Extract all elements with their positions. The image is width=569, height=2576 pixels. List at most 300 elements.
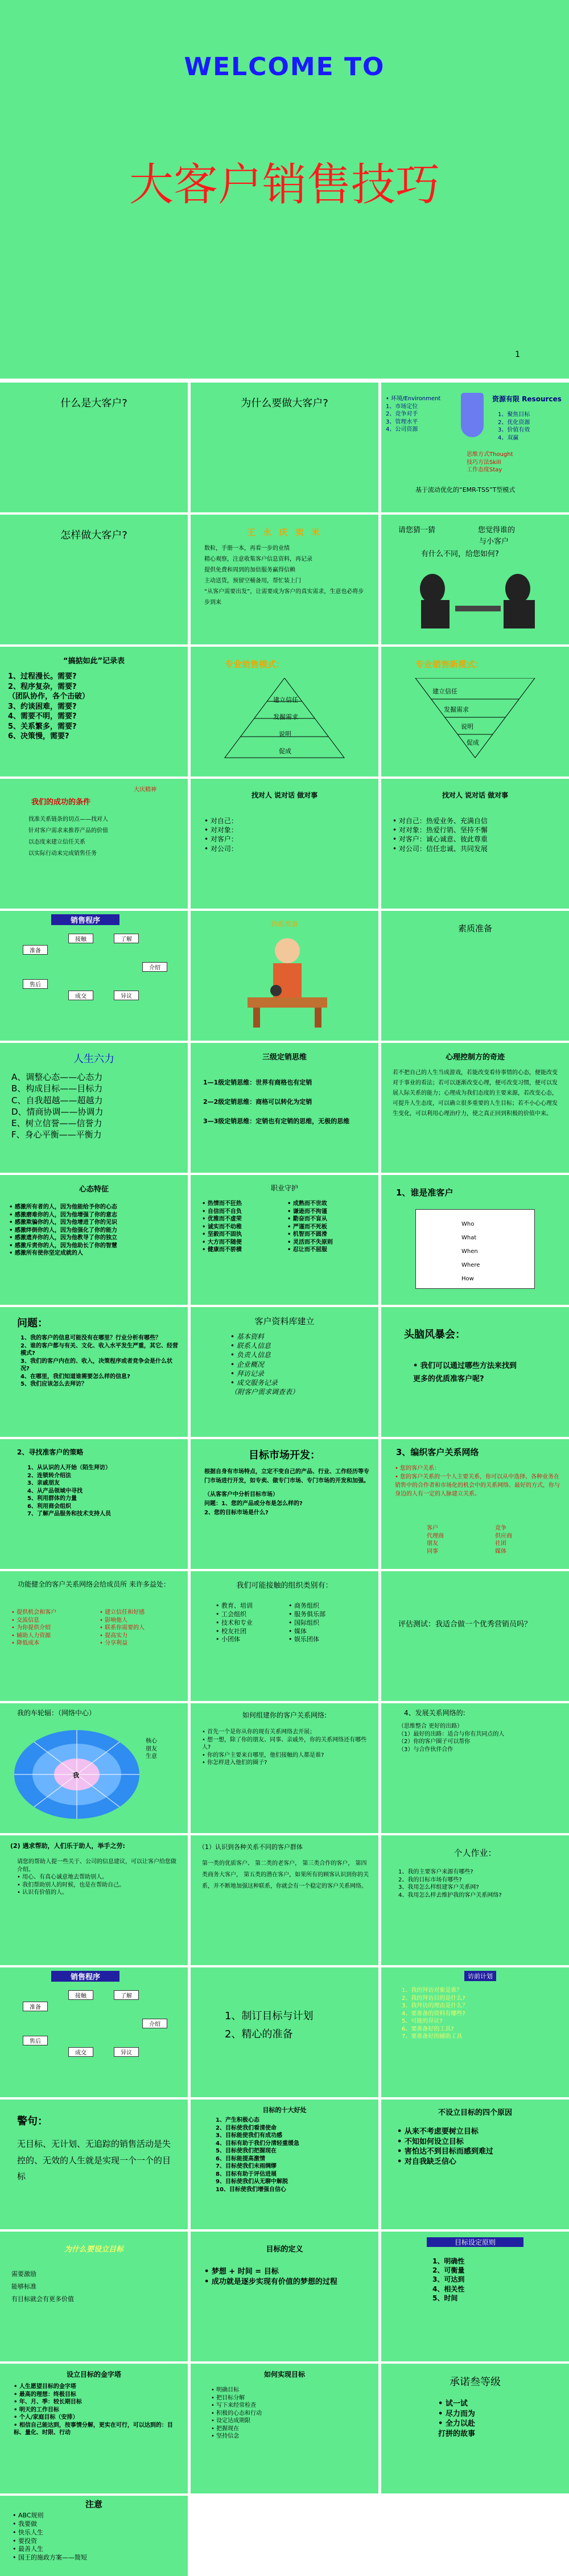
slide-title: 3、编织客户关系网络 (396, 1447, 479, 1457)
list-item: 4、相关性 (432, 2285, 465, 2293)
story-text (204, 543, 369, 608)
goal-benefits-list (216, 2117, 299, 2193)
slide-goal-principles (381, 2232, 569, 2361)
text-line: 针对客户需求来推荐产品的价值 (28, 828, 108, 834)
slide-homework (381, 1835, 569, 1965)
list-item: 客户 (427, 1525, 438, 1531)
list-item: • 健康而不骄横 (202, 1247, 242, 1253)
list-item: • 尽力而为 (438, 2409, 475, 2418)
list-item: • 影响他人 (100, 1617, 128, 1624)
slide-title: 为什么要做大客户? (241, 397, 328, 409)
slide-build-network (191, 1703, 378, 1833)
list-item: • 企业概况 (230, 1360, 264, 1369)
slide-plan-prep (191, 1967, 378, 2097)
list-item: 2、连锁转介绍法 (27, 1472, 71, 1479)
list-item: 代理商 (427, 1533, 444, 1539)
conditions-text (28, 814, 108, 860)
homework-list (398, 1868, 561, 1899)
list-item: 生意 (146, 1753, 157, 1760)
list-item: （团队协作，各个击破） (8, 692, 90, 701)
slide-develop-network (381, 1703, 569, 1833)
org-right (288, 1602, 325, 1644)
principles-list (432, 2257, 464, 2303)
slide-record-table (0, 647, 188, 777)
slide-target-market (191, 1439, 378, 1569)
list-item: 3、亲戚朋友 (27, 1480, 60, 1486)
list-item: 2、目标使我们看清使命 (216, 2125, 277, 2131)
process-step: 成交 (68, 991, 93, 1000)
slide-title: 三级定销思维 (262, 1053, 307, 1062)
network-right (495, 1525, 512, 1555)
slide-commitment-levels (381, 2364, 569, 2493)
list-item: 2、程序复杂，需要? (8, 682, 77, 691)
list-item: 3、我们的客户内在的、收入，决策程序或者竞争会是什么状况? (20, 1358, 172, 1372)
slide-title: 访前计划 (464, 1971, 496, 1981)
list-item: • 首先一个是你从你的现有关系网络去开展； (202, 1729, 316, 1735)
list-item: • 勤奋而不盲从 (287, 1216, 327, 1222)
slide-prospect-strategy (0, 1439, 188, 1569)
list-item: • 服务俱乐部 (288, 1610, 325, 1618)
list-item: • 我要做 (13, 2520, 37, 2528)
process-step: 异议 (114, 991, 139, 1000)
list-item: • 分享利益 (100, 1640, 128, 1646)
list-item: C、自我超越——超越力 (11, 1095, 103, 1106)
list-item: 9、目标使我们从无聊中解脱 (216, 2179, 288, 2185)
body-text: 若不把自己的人生当成游戏，若能改变看待事情的心态，便能改变对于事业的看法；若可以逐渐改变心理，便可改变习惯，便可以发展人际关系的能力；心理成为我们态度的主要来源，若改变心态，可提升人生态度，可以确立很多重要的人生目标；若不小心心理发生变化，可以利用心理治疗力，使之真正回到积极的价值中来。 (393, 1070, 558, 1117)
slide-organizations (191, 1571, 378, 1701)
slide-goal-pyramid (0, 2364, 188, 2493)
list-item: 5、可能的异议? (402, 2018, 443, 2024)
slide-right-people (191, 779, 378, 909)
list-item: 1、我的客户的信息可能没有在哪里？行业分析有哪些？ (20, 1335, 161, 1341)
process-step: 成交 (68, 2047, 93, 2057)
list-item: 1、过程漫长。需要? (8, 672, 77, 681)
slide-ask-help (0, 1835, 188, 1965)
six-powers-list (11, 1071, 104, 1141)
slide-notes (0, 2496, 188, 2576)
list-item: • 年、月、季：较长期目标 (14, 2399, 82, 2405)
process-step: 了解 (114, 934, 139, 943)
list-item: （1）最好的出路：适合与你有共同点的人 (398, 1731, 505, 1737)
list-item: • 感激斥责你的人，因为他助长了你的智慧 (9, 1242, 117, 1249)
slide-title: 4、发展关系网络的: (404, 1709, 465, 1717)
pyramid-level: 发掘需求 (273, 713, 298, 721)
text-line: 1—1级定销思维：世界有商格也有定销 (203, 1079, 312, 1086)
slide-title: 目标的十大好处 (262, 2106, 307, 2114)
text-line: 有什么不同，给您如何? (421, 550, 499, 558)
list-item: • 对公司：信任忠诚、共同发展 (393, 844, 488, 853)
list-item: • 商务组织 (288, 1602, 319, 1609)
commitment-list (438, 2399, 475, 2439)
slide-title: 我们的成功的条件 (31, 798, 91, 807)
slide-motto (0, 2100, 188, 2229)
slide-title: 销售程序 (51, 914, 119, 925)
list-item: 4、从产品领域中寻找 (27, 1488, 83, 1494)
list-item: • 国际组织 (288, 1618, 319, 1626)
conduct-right-list (287, 1200, 333, 1254)
list-item: • 交流信息 (11, 1617, 40, 1624)
list-item: • 提高实力 (100, 1632, 128, 1639)
list-item: 2、竞争对手 (386, 411, 418, 417)
build-list (202, 1728, 370, 1767)
slide-title: 为什么要设立目标 (64, 2245, 123, 2254)
slide-title: 问题： (17, 1317, 48, 1329)
slide-psychology-control (381, 1043, 569, 1173)
list-item: • 明确目标 (211, 2387, 240, 2393)
why-goals-text (11, 2268, 74, 2306)
resources-list (498, 411, 530, 442)
org-left (216, 1602, 253, 1644)
slide-title: 承诺叁等级 (450, 2376, 501, 2388)
list-item: • 技术和专业 (216, 1618, 253, 1626)
list-item: • 把目标分解 (211, 2394, 245, 2401)
slide-title: 王 永 庆 卖 米 (247, 527, 322, 537)
list-item: • 设定达成期限 (211, 2418, 251, 2424)
list-item: 4、公司资源 (386, 426, 418, 433)
list-item: 4、我用怎么样去维护我的客户关系网络? (398, 1892, 502, 1899)
list-item: • 对公司： (204, 844, 238, 853)
list-item: 朋友 (146, 1745, 157, 1752)
list-item: • 热情而不狂热 (202, 1201, 242, 1207)
list-item: • 降低成本 (11, 1640, 40, 1646)
mindset-list (9, 1203, 117, 1258)
list-item: 8、目标有助于评估进展 (216, 2171, 277, 2178)
list-item: 思维方式Thought (467, 451, 513, 458)
list-item: 7、要准备好的辅助工具 (402, 2033, 463, 2040)
item-list (393, 816, 488, 853)
slide-title: 客户资料库建立 (254, 1316, 315, 1326)
list-item: • 提供机会和客户 (11, 1609, 57, 1616)
slide-title: 找对人 说对话 做对事 (251, 791, 318, 799)
list-item: • 对客户：诚心诚意、彼此尊重 (393, 835, 488, 844)
list-item: D、情商协调——协调力 (11, 1106, 104, 1117)
table-label: Where (461, 1262, 480, 1268)
slide-mindset-features (0, 1175, 188, 1305)
resources-title: 资源有限 Resources (492, 395, 562, 403)
list-item: • 感激所有者的人，因为他能给予你的心态 (9, 1204, 117, 1210)
questions-list (20, 1334, 179, 1388)
slide-title: 心态特征 (79, 1185, 109, 1194)
slide-questions (0, 1307, 188, 1437)
slide-who-is-prospect (381, 1175, 569, 1305)
title-slide (0, 0, 569, 379)
list-item: （2）你的客户圈子可以帮你 (398, 1739, 471, 1745)
list-item: • 人生愿望目标的金字塔 (14, 2384, 76, 2390)
slide-title: 我的车轮辐：（网络中心） (17, 1709, 96, 1717)
slide-wheel (0, 1703, 188, 1833)
list-item: 1、从认识的人开始（陌生拜访） (27, 1465, 111, 1471)
list-item: • 教育、培训 (216, 1602, 253, 1609)
list-item: 3、我拜访的理由是什么？ (402, 2003, 468, 2009)
text-line: 您觉得谁的 (478, 526, 516, 535)
list-item: • 小团体 (216, 1636, 240, 1644)
slide-title: (2) 遇求帮助，人们乐于助人，举手之劳: (10, 1842, 125, 1850)
list-item: • 媒体 (288, 1627, 307, 1635)
help-list (17, 1858, 180, 1897)
slide-preparation (191, 911, 378, 1041)
list-item: • 相信自己能达到，按事情分解，更实在可行，可以达到的：目标、量化、时限、行动 (14, 2422, 173, 2436)
slide-title: 找对人 说对话 做对事 (442, 791, 509, 799)
conduct-left-list (202, 1200, 242, 1254)
slide-professional-conduct (191, 1175, 378, 1305)
list-item: • 拜访记录 (230, 1369, 264, 1378)
list-item: • ABC规则 (13, 2512, 44, 2519)
list-item: • 对客户： (204, 835, 238, 844)
text-line: 3—3级定销思维：定销也有定销的思维，无极的思维 (203, 1117, 350, 1125)
slide-no-goal-reasons (381, 2100, 569, 2229)
list-item: 4、要准备的资料有哪些? (402, 2010, 465, 2017)
item-list (204, 816, 238, 853)
list-item: 媒体 (495, 1548, 506, 1555)
slide-title: 职业守护 (270, 1184, 298, 1192)
list-item: • 大方而不随便 (202, 1239, 242, 1246)
table-label: Who (461, 1221, 475, 1227)
slide-sales-process (0, 911, 188, 1041)
list-item: 6、利用商会组织 (27, 1503, 71, 1510)
slide-goal-benefits (191, 2100, 378, 2229)
list-item: 同事 (427, 1548, 438, 1555)
text-line: （从客客户中分析目标市场） (204, 1492, 278, 1498)
list-item: 2、可衡量 (432, 2266, 465, 2275)
list-item: • 我们帮助别人的时候，也是在帮助自己。 (17, 1881, 125, 1888)
slide-title: 心理控制方的奇迹 (445, 1053, 505, 1062)
list-item: • 认识有价值的人。 (17, 1889, 68, 1896)
slide-six-powers (0, 1043, 188, 1173)
text-line: 与小客户 (479, 537, 509, 546)
list-item: A、调整心态——心态力 (11, 1072, 103, 1082)
list-item: • 不知如何设立目标 (397, 2137, 464, 2146)
text-line: 2、精心的准备 (225, 2028, 293, 2041)
list-item: 1、市场定位 (386, 403, 418, 410)
list-item: 4、双赢 (498, 434, 519, 441)
funnel-shape (461, 393, 484, 437)
list-item: 6、目标能提高激情 (216, 2155, 265, 2162)
list-item: E、树立信誉——信誉力 (11, 1118, 102, 1128)
slide-title: 访前准备 (270, 920, 298, 928)
list-item: • 从来不考虑要树立目标 (397, 2127, 479, 2136)
notes-list (13, 2512, 87, 2562)
list-item: • 感激遗弃你的人，因为他教导了你的独立 (9, 1235, 117, 1241)
slide-title: 目标的定义 (266, 2245, 303, 2254)
visit-plan-list (402, 1987, 468, 2041)
list-item: • 快乐人生 (13, 2528, 43, 2536)
slide-why-set-goals (0, 2232, 188, 2361)
text-line: 2、您的目标市场是什么? (204, 1510, 269, 1516)
list-item: 2、谁的客户都与有关、文化、收入水平发生严重，其它、经营模式? (20, 1342, 178, 1357)
slide-assessment (381, 1571, 569, 1701)
list-item: • 工会组织 (216, 1610, 246, 1618)
slide-title: 设立目标的金字塔 (66, 2370, 121, 2378)
slide-title: （1）认识到各种关系不同的客户群体 (199, 1843, 303, 1851)
list-item: • 对对象：热爱行销、坚持不懈 (393, 826, 488, 835)
process-step: 介绍 (142, 962, 167, 972)
process-step: 异议 (114, 2047, 139, 2057)
list-item: • 要投资 (13, 2537, 37, 2545)
slide-title: 我们可能接触的组织类别有： (236, 1581, 333, 1590)
pyramid-level: 建立信任 (432, 688, 457, 695)
slide-how-to-do (0, 515, 188, 644)
text-line: 主动送货，预留空桶备用，帮忙装上门 (204, 578, 301, 584)
text-line: 请您猜一猜 (398, 526, 436, 535)
list-item: • 为你提供介绍 (11, 1625, 51, 1631)
slide-sales-process-2 (0, 1967, 188, 2097)
pyramid-level: 建立信任 (273, 696, 298, 704)
list-item: • 试一试 (438, 2400, 468, 2408)
list-item: 7、了解产品服务和技术支持人员 (27, 1511, 111, 1517)
slide-title: 1、谁是准客户 (396, 1188, 453, 1198)
develop-list (398, 1723, 561, 1753)
list-item: • 机智而不圆滑 (287, 1231, 327, 1238)
levels-text (203, 1077, 370, 1127)
text-line: 提供免费和周到的加倍服务赢得信赖 (204, 567, 295, 573)
process-step: 介绍 (142, 2019, 167, 2028)
model-caption: 基于流动优化的“EMR-TSS”T型模式 (415, 486, 516, 494)
list-item: • 校友社团 (216, 1627, 246, 1635)
list-item: • 对自我缺乏信心 (397, 2157, 456, 2166)
list-item: 5、关系繁多，需要? (8, 722, 77, 731)
list-item: • 感激欺骗你的人，因为他增进了你的见识 (9, 1219, 117, 1226)
brainstorm-text (413, 1359, 517, 1386)
list-item: 1、明确性 (432, 2257, 465, 2265)
list-item: • 忍让而不屈服 (287, 1247, 327, 1253)
list-item: （思维整合 更好的出路） (398, 1723, 463, 1729)
list-item: • 成功就是逐步实现有价值的梦想的过程 (204, 2277, 337, 2286)
list-item: • 谦逊而不拘谨 (287, 1208, 327, 1215)
pyramid-level: 发掘需求 (444, 706, 469, 713)
strategy-list (27, 1464, 111, 1518)
list-item: 核心 (146, 1738, 157, 1744)
main-title: 大客户销售技巧 (129, 159, 440, 211)
text-line: 有目标就会有更多价值 (11, 2295, 74, 2303)
slide-achieve-goals (191, 2364, 378, 2493)
list-item: 7、目标使我们未雨绸缪 (216, 2163, 277, 2170)
slide-customer-groups (191, 1835, 378, 1965)
list-item: • 全力以赴 (438, 2419, 475, 2429)
list-item: • 优雅而不虚荣 (202, 1216, 242, 1222)
list-item: • 感激绊倒你的人，因为他强化了你的能力 (9, 1227, 117, 1234)
list-item: • 环境/Environment (386, 396, 441, 402)
list-item: • 自信而不自负 (202, 1208, 242, 1215)
slide-three-levels (191, 1043, 378, 1173)
list-item: 4、目标有助于我们分清轻重缓急 (216, 2140, 299, 2147)
slide-title: 专业销售新模式： (415, 659, 484, 669)
list-item: 3、约谈困难，需要? (8, 702, 77, 711)
slide-title: 如何组建你的客户关系网络: (242, 1711, 327, 1719)
text-line: 2—2级定销思维：商格可以转化为定销 (203, 1098, 312, 1106)
slide-title: 警句： (17, 2115, 48, 2127)
slide-quality-prep (381, 911, 569, 1041)
environment-list (386, 395, 440, 434)
list-item: • 你的客户主要来自哪里，他们接触的人都是谁? (202, 1752, 324, 1759)
list-item: 4、需要不明，需要? (8, 712, 77, 721)
list-item: • 明天的工作目标 (14, 2406, 59, 2413)
slide-title: 注意 (85, 2499, 102, 2509)
pyramid-goal-list (14, 2383, 180, 2437)
process-step: 售后 (23, 2036, 48, 2045)
list-item: • 梦想 + 时间 = 目标 (204, 2267, 279, 2276)
inverted-pyramid-diagram (410, 678, 541, 763)
slide-title: 评估测试：我适合做一个优秀营销员吗？ (398, 1620, 532, 1629)
list-item: • 你怎样进入他们的圈子? (202, 1760, 267, 1766)
list-item: 4、在哪里，我们知道谁需要怎么样的信息? (20, 1373, 130, 1380)
wheel-center-label: 我 (73, 1772, 79, 1779)
table-label: What (461, 1235, 477, 1241)
list-item: • 成熟而不世故 (287, 1201, 327, 1207)
list-item: （3）与合作伙伴合作 (398, 1746, 453, 1753)
list-item: • 联系人信息 (230, 1342, 271, 1350)
slide-title: 销售程序 (51, 1971, 119, 1982)
list-item: 竞争 (495, 1525, 506, 1531)
list-item: • 诚实而不幼稚 (202, 1223, 242, 1230)
tss-list (467, 451, 513, 474)
list-item: 3、目标能使我们有成功感 (216, 2133, 282, 2139)
welcome-heading: WELCOME TO (184, 52, 385, 81)
list-item: • 对自己： (204, 817, 238, 825)
list-item: 打拼的故事 (438, 2429, 476, 2438)
achieve-list (211, 2386, 262, 2441)
list-item: • 最高的理想：终极目标 (14, 2391, 76, 2398)
slide-success-conditions (0, 779, 188, 909)
slide-customer-database (191, 1307, 378, 1437)
slide-title: “搞掂如此”记录表 (63, 657, 125, 665)
list-item: • 把握现在 (211, 2425, 240, 2432)
who-what-table (415, 1209, 535, 1289)
list-item: 朋友 (427, 1540, 438, 1547)
list-item: • 个人/家庭目标（安排） (14, 2414, 79, 2421)
benefits-left (11, 1609, 56, 1648)
text-line: • 您的客户关系的一个人主要关系，你可以从中选择、各种业务在销售中的合作者和市场化的机会中的关系网络、最好的方式，你与身边的人有一定的人脉建立关系。 (395, 1474, 560, 1497)
list-item: • 感激所有使你坚定成就的人 (9, 1250, 83, 1256)
slide-title: 如何实现目标 (263, 2370, 305, 2378)
slide-right-people-answers (381, 779, 569, 909)
list-item: 5、利用群体的力量 (27, 1496, 77, 1502)
slide-sales-model (191, 647, 378, 777)
motto-text: 无目标、无计划、无追踪的销售活动是失控的、无效的人生就是实现一个一个的目标 (17, 2139, 171, 2181)
text-line: 1、制订目标与计划 (225, 2010, 314, 2022)
list-item: • 感激磨难你的人，因为他增强了你的意志 (9, 1211, 117, 1218)
list-item: • 对对象： (204, 826, 238, 835)
slide-title: 素质准备 (457, 923, 492, 934)
slide-title: 功能健全的客户关系网络会给成员所 来许多益处： (18, 1580, 170, 1588)
pyramid-level: 说明 (279, 730, 291, 738)
meeting-illustration-icon (398, 566, 552, 634)
list-item: 5、时间 (432, 2294, 458, 2302)
slide-title: 什么是大客户? (60, 397, 127, 409)
slide-network-benefits (0, 1571, 188, 1701)
benefits-right (100, 1609, 145, 1648)
text-line: 以实际行动来完成销售任务 (28, 851, 97, 857)
slide-relationship-network (381, 1439, 569, 1569)
text-line: “从客户需要出发”，让需要成为客户的真实需求，生意也必将步步到来 (204, 589, 364, 606)
slide-sales-new-model (381, 647, 569, 777)
network-left (427, 1525, 444, 1555)
process-step: 准备 (23, 945, 48, 955)
list-item: 2、优化资源 (498, 419, 530, 426)
list-item: • 想一想，除了你的朋友、同事、亲戚外，你的关系网络还有哪些人? (202, 1736, 367, 1751)
list-item: • 娱乐团体 (288, 1636, 319, 1644)
list-item: • 写下来经常检查 (211, 2402, 257, 2409)
text-line: 以态度来建立信任关系 (28, 839, 85, 845)
list-item: • 基本资料 (230, 1333, 264, 1341)
list-item: • 坚持信念 (211, 2433, 240, 2439)
list-item: • 害怕达不到目标而感到难过 (397, 2147, 493, 2156)
reasons-list (397, 2127, 493, 2167)
pyramid-level: 促成 (279, 747, 291, 755)
list-item: 社团 (495, 1540, 506, 1547)
list-item: 6、要准备好的工具? (402, 2026, 454, 2032)
definition-list (204, 2267, 370, 2287)
slide-title: 目标市场开发： (249, 1449, 320, 1461)
